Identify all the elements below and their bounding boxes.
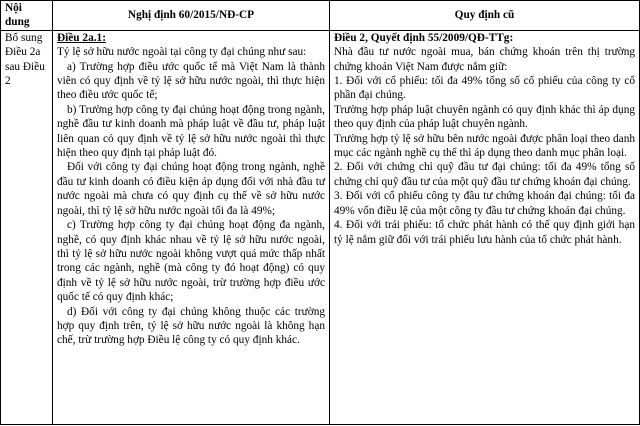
- old-paragraph: 2. Đối với chứng chỉ quỹ đầu tư đại chúng: tối đa 49% tổng số chứng chỉ quỹ đầu tư của một quỹ đầu tư chứng khoán đại chúng.: [334, 161, 635, 188]
- table-row: [1, 30, 640, 424]
- old-paragraph: Nhà đầu tư nước ngoài mua, bán chứng khoán trên thị trường chứng khoán Việt Nam được nắm giữ:: [334, 46, 635, 73]
- new-regulation-cell: [53, 30, 330, 424]
- old-article-heading: Điều 2, Quyết định 55/2009/QĐ-TTg:: [334, 31, 514, 44]
- new-paragraph: Tỷ lệ sở hữu nước ngoài tại công ty đại chúng như sau:: [57, 46, 307, 59]
- old-regulation-cell: [330, 30, 640, 424]
- old-paragraph: 1. Đối với cổ phiếu: tối đa 49% tổng số cổ phiếu của công ty cổ phần đại chúng.: [334, 75, 635, 102]
- header-row: [1, 1, 640, 31]
- topic-cell: Bổ sung Điều 2a sau Điều 2: [1, 30, 53, 424]
- new-paragraph: c) Trường hợp công ty đại chúng hoạt động đa ngành, nghề, có quy định khác nhau về tỷ lệ sở hữu nước ngoài, thì tỷ lệ sở hữu nước ngoài không vượt quá mức thấp nhất trong các ngành, nghề (mà công ty đó hoạt động) có quy định về tỷ lệ sở hữu nước ngoài, trừ trường hợp điều ước quốc tế có quy định khác;: [57, 219, 325, 304]
- old-paragraph: Trường hợp pháp luật chuyên ngành có quy định khác thì áp dụng theo quy định của pháp luật chuyên ngành.: [334, 103, 635, 131]
- new-paragraph: a) Trường hợp điều ước quốc tế mà Việt Nam là thành viên có quy định về tỷ lệ sở hữu nước ngoài, thì thực hiện theo điều ước quốc tế;: [57, 60, 325, 102]
- old-paragraph: 4. Đối với trái phiếu: tổ chức phát hành có thể quy định giới hạn tỷ lệ nắm giữ đối với trái phiếu lưu hành của tổ chức phát hành.: [334, 219, 635, 246]
- new-paragraph: d) Đối với công ty đại chúng không thuộc các trường hợp quy định trên, tỷ lệ sở hữu nước ngoài là không hạn chế, trừ trường hợp Điều lệ công ty có quy định khác.: [57, 305, 325, 347]
- header-old-regulation: Quy định cũ: [330, 1, 640, 31]
- new-article-heading: Điều 2a.1:: [57, 31, 106, 44]
- new-paragraph: Đối với công ty đại chúng hoạt động trong ngành, nghề đầu tư kinh doanh có điều kiện áp dụng đối với nhà đầu tư nước ngoài mà chưa có quy định cụ thể về sở hữu nước ngoài, thì tỷ lệ sở hữu nước ngoài tối đa là 49%;: [57, 161, 325, 217]
- new-paragraph: b) Trường hợp công ty đại chúng hoạt động trong ngành, nghề đầu tư kinh doanh mà pháp luật về đầu tư, pháp luật liên quan có quy định về tỷ lệ sở hữu nước ngoài thì thực hiện theo quy định tại pháp luật đó.: [57, 103, 325, 160]
- header-topic: Nội dung: [1, 1, 53, 31]
- header-new-regulation: Nghị định 60/2015/NĐ-CP: [53, 1, 330, 31]
- old-paragraph: Trường hợp tỷ lệ sở hữu bên nước ngoài được phân loại theo danh mục các ngành nghề cụ thể thì áp dụng theo danh mục phân loại.: [334, 132, 635, 160]
- old-paragraph: 3. Đối với cổ phiếu công ty đầu tư chứng khoán đại chúng: tối đa 49% vốn điều lệ của một công ty đầu tư chứng khoán đại chúng.: [334, 190, 635, 217]
